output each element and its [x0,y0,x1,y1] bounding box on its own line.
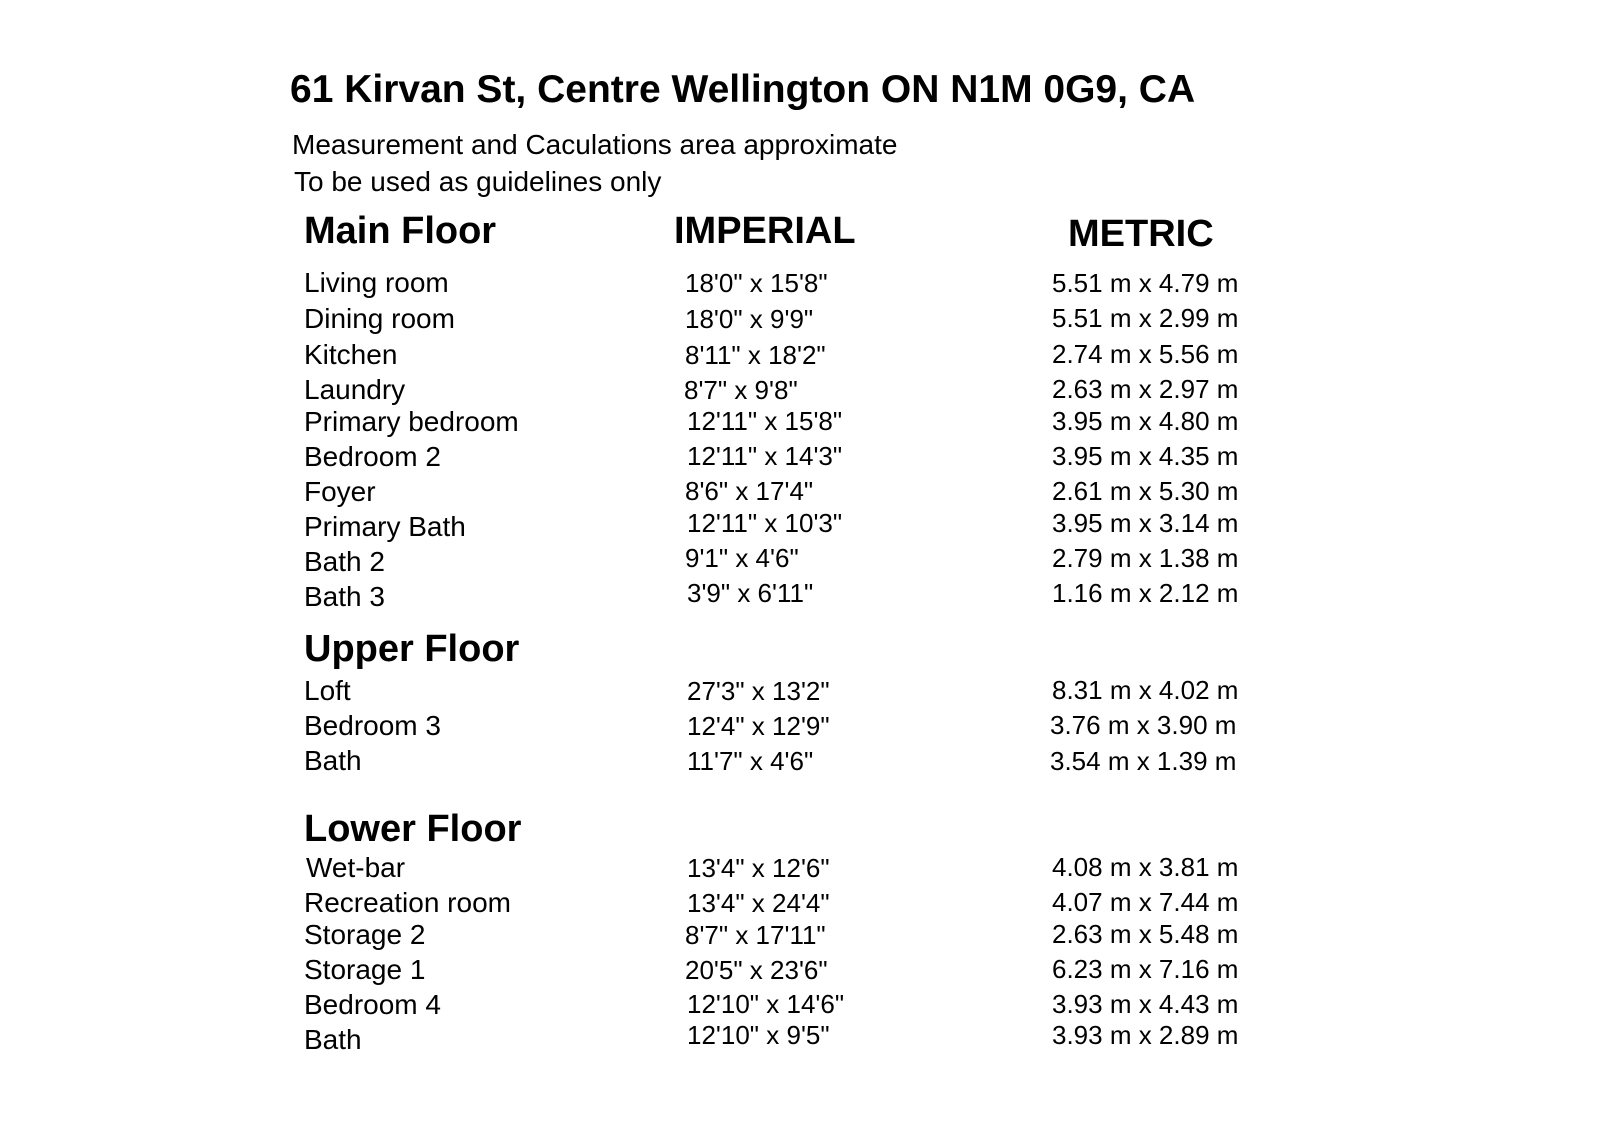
room-imperial: 11'7" x 4'6" [687,746,814,776]
room-metric: 3.95 m x 4.35 m [1052,441,1239,471]
room-name: Recreation room [304,887,511,918]
room-metric: 6.23 m x 7.16 m [1052,954,1239,984]
room-name: Primary bedroom [304,406,519,437]
room-metric: 4.08 m x 3.81 m [1052,852,1239,882]
room-metric: 5.51 m x 2.99 m [1052,303,1239,333]
room-imperial: 8'11" x 18'2" [685,340,826,370]
room-imperial: 9'1" x 4'6" [685,543,799,573]
room-imperial: 8'6" x 17'4" [685,476,814,506]
room-imperial: 27'3" x 13'2" [687,676,830,706]
approximation-note: Measurement and Caculations area approximate [292,129,898,160]
room-imperial: 12'10" x 14'6" [687,989,845,1019]
room-name: Living room [304,267,449,298]
room-name: Bath 3 [304,581,385,612]
room-imperial: 12'11" x 15'8" [687,406,843,436]
room-name: Bedroom 2 [304,441,441,472]
room-name: Bath 2 [304,546,385,577]
room-imperial: 8'7" x 17'11" [685,920,826,950]
room-name: Kitchen [304,339,398,370]
room-imperial: 13'4" x 24'4" [687,888,830,918]
room-metric: 3.95 m x 4.80 m [1052,406,1239,436]
room-metric: 4.07 m x 7.44 m [1052,887,1239,917]
room-metric: 2.63 m x 2.97 m [1052,374,1239,404]
room-name: Loft [304,675,351,706]
room-imperial: 8'7" x 9'8" [684,375,798,405]
room-imperial: 13'4" x 12'6" [687,853,830,883]
room-metric: 1.16 m x 2.12 m [1052,578,1239,608]
room-metric: 3.93 m x 4.43 m [1052,989,1239,1019]
room-name: Laundry [304,374,406,405]
room-name: Dining room [304,303,455,334]
upper-floor-heading: Upper Floor [304,628,520,670]
room-metric: 3.95 m x 3.14 m [1052,508,1239,538]
room-metric: 3.93 m x 2.89 m [1052,1020,1239,1050]
metric-column-heading: METRIC [1068,213,1214,255]
room-imperial: 12'4" x 12'9" [687,711,830,741]
room-name: Storage 2 [304,919,426,950]
room-metric: 8.31 m x 4.02 m [1052,675,1239,705]
room-imperial: 20'5" x 23'6" [685,955,828,985]
property-address-title: 61 Kirvan St, Centre Wellington ON N1M 0G9, CA [290,68,1196,111]
room-imperial: 12'11" x 10'3" [687,508,843,538]
imperial-column-heading: IMPERIAL [674,210,856,252]
room-imperial: 12'10" x 9'5" [687,1020,830,1050]
room-metric: 2.63 m x 5.48 m [1052,919,1239,949]
room-metric: 2.79 m x 1.38 m [1052,543,1239,573]
room-metric: 5.51 m x 4.79 m [1052,268,1239,298]
room-imperial: 3'9" x 6'11" [687,578,814,608]
main-floor-heading: Main Floor [304,210,497,252]
room-name: Bath [304,745,362,776]
room-name: Storage 1 [304,954,426,985]
room-name: Bedroom 4 [304,989,441,1020]
room-metric: 3.54 m x 1.39 m [1050,746,1237,776]
room-metric: 2.74 m x 5.56 m [1052,339,1239,369]
room-metric: 2.61 m x 5.30 m [1052,476,1239,506]
room-imperial: 12'11" x 14'3" [687,441,843,471]
room-name: Wet-bar [306,852,406,883]
room-metric: 3.76 m x 3.90 m [1050,710,1237,740]
guidelines-note: To be used as guidelines only [294,166,662,197]
room-imperial: 18'0" x 15'8" [685,268,828,298]
lower-floor-heading: Lower Floor [304,808,522,850]
room-name: Foyer [304,476,376,507]
room-name: Bedroom 3 [304,710,441,741]
room-name: Bath [304,1024,362,1055]
room-name: Primary Bath [304,511,466,542]
room-imperial: 18'0" x 9'9" [685,304,814,334]
